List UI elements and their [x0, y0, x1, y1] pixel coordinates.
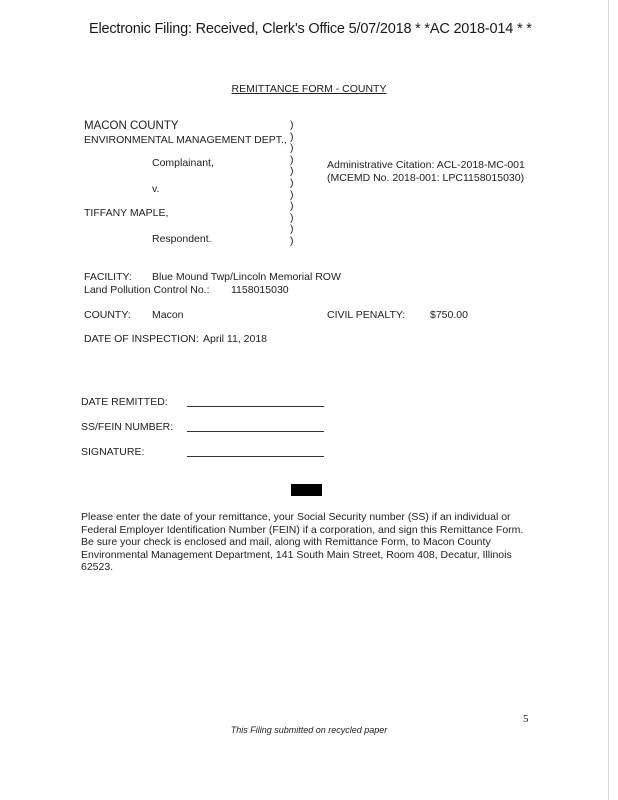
county-value: Macon	[152, 309, 184, 321]
respondent-name: TIFFANY MAPLE,	[84, 207, 169, 219]
signature-label: SIGNATURE:	[81, 446, 145, 458]
date-remitted-label: DATE REMITTED:	[81, 396, 168, 408]
instructions-paragraph: Please enter the date of your remittance, your Social Security number (SS) if an individual or Federal Employer Identification Number (FEIN) if a corporation, and sign this Remittance Form. Be sure your check is enclosed and mail, along with Remittance Form, to Macon County Environmental Management Department, 141 South Main Street, Room 408, Decatur, Illinois 62523.	[81, 511, 524, 574]
footer-note: This Filing submitted on recycled paper	[230, 725, 388, 735]
caption-paren: )	[290, 130, 294, 143]
caption-paren: )	[290, 119, 294, 131]
county-label: COUNTY:	[84, 309, 131, 321]
citation-number: Administrative Citation: ACL-2018-MC-001	[327, 159, 525, 171]
caption-paren: )	[290, 211, 294, 224]
caption-paren: )	[290, 142, 294, 155]
caption-paren: )	[290, 165, 294, 178]
caption-paren: )	[290, 188, 294, 201]
signature-field[interactable]	[187, 456, 324, 457]
caption-paren: )	[290, 176, 294, 189]
filing-stamp-header: Electronic Filing: Received, Clerk's Office 5/07/2018 * *AC 2018-014 * *	[89, 21, 532, 37]
caption-parentheses	[290, 120, 294, 248]
respondent-label: Respondent.	[152, 233, 212, 245]
caption-paren: )	[290, 234, 294, 247]
caption-paren: )	[290, 223, 294, 236]
inspection-label: DATE OF INSPECTION:	[84, 333, 199, 345]
complainant-name: MACON COUNTY	[84, 120, 179, 132]
page-edge	[608, 0, 609, 800]
ss-fein-label: SS/FEIN NUMBER:	[81, 421, 174, 433]
facility-label: FACILITY:	[84, 271, 132, 283]
versus-label: v.	[152, 183, 160, 195]
civil-penalty-label: CIVIL PENALTY:	[327, 309, 406, 321]
mcemd-number: (MCEMD No. 2018-001: LPC1158015030)	[327, 172, 525, 184]
lpc-label: Land Pollution Control No.:	[84, 284, 210, 296]
caption-paren: )	[290, 200, 294, 213]
form-title: REMITTANCE FORM - COUNTY	[231, 83, 387, 95]
ss-fein-field[interactable]	[187, 431, 324, 432]
page-number: 5	[523, 713, 529, 725]
complainant-label: Complainant,	[152, 157, 214, 169]
lpc-value: 1158015030	[231, 284, 289, 296]
inspection-date: April 11, 2018	[203, 333, 268, 345]
complainant-dept: ENVIRONMENTAL MANAGEMENT DEPT.,	[84, 134, 287, 146]
civil-penalty-value: $750.00	[430, 309, 468, 321]
caption-paren: )	[290, 153, 294, 166]
date-remitted-field[interactable]	[187, 406, 324, 407]
redaction-box	[291, 484, 322, 496]
facility-value: Blue Mound Twp/Lincoln Memorial ROW	[152, 271, 341, 283]
